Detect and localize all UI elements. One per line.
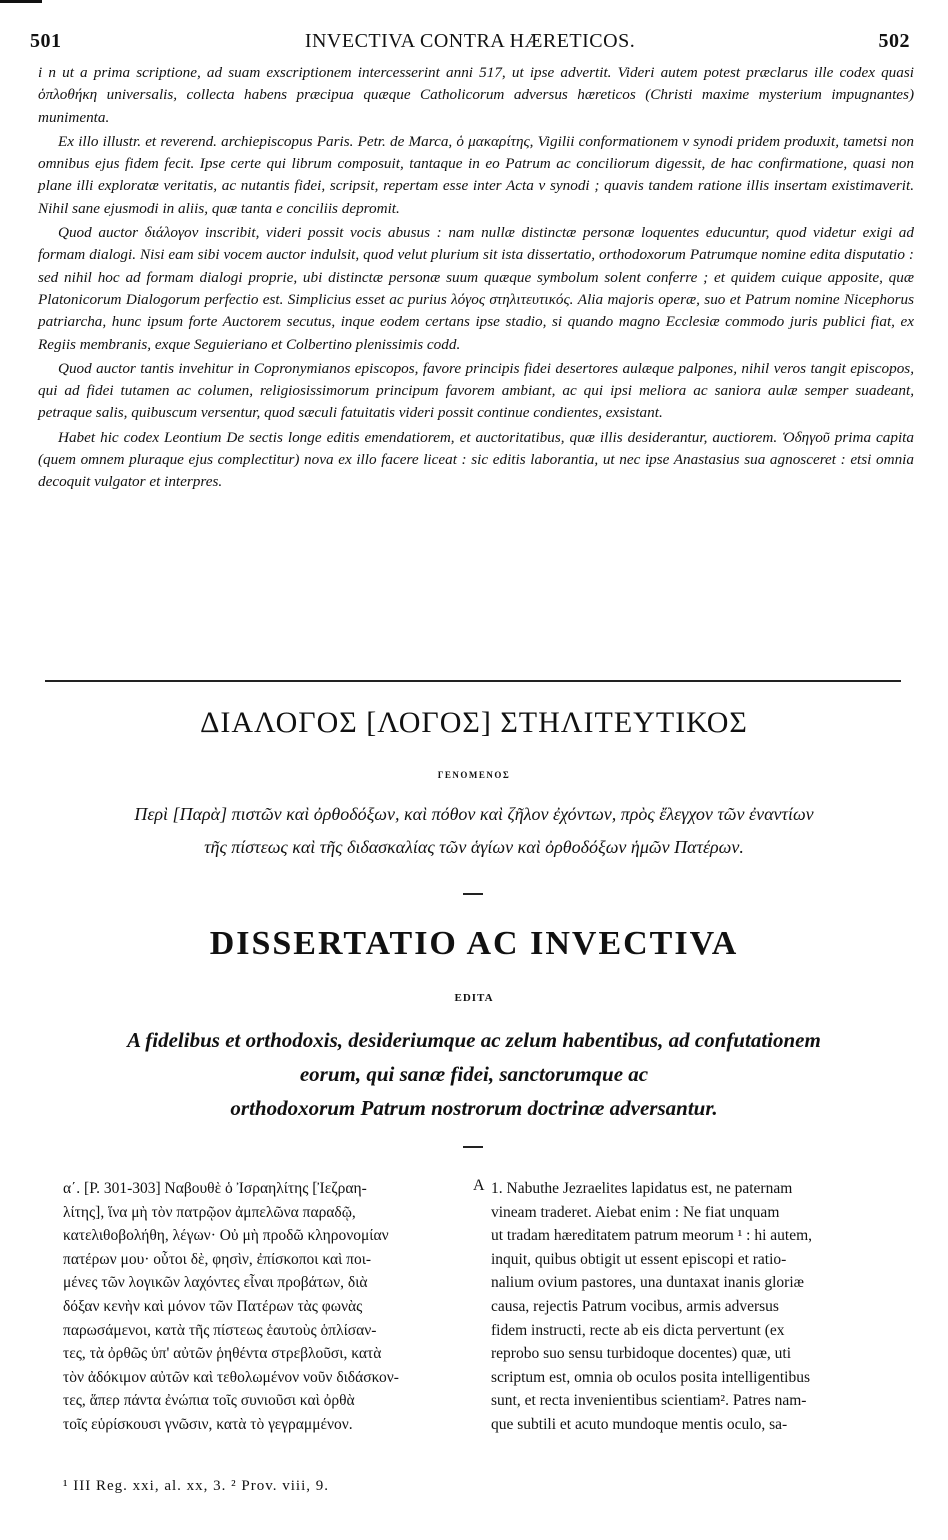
latin-line: inquit, quibus obtigit ut essent episcopi et ratio- — [491, 1250, 787, 1268]
greek-line: τες, τὰ ὀρθῶς ὑπ' αὐτῶν ῥηθέντα στρεβλοῦσι, κατὰ — [63, 1345, 382, 1363]
latin-line: sunt, et recta invenientibus scientiam². Patres nam- — [491, 1392, 807, 1410]
latin-line: causa, rejectis Patrum vocibus, armis adversus — [491, 1297, 779, 1315]
column-number-left: 501 — [30, 30, 62, 52]
title-dash — [463, 1146, 483, 1148]
latin-line: reprobo suo sensu turbidoque docentes) quæ, uti — [491, 1345, 792, 1363]
title-dash — [463, 893, 483, 895]
latin-line: vineam traderet. Aiebat enim : Ne fiat unquam — [491, 1203, 780, 1221]
running-header — [30, 30, 910, 60]
header-title: INVECTIVA CONTRA HÆRETICOS. — [304, 30, 636, 52]
greek-title: ΔΙΑΛΟΓΟΣ [ΛΟΓΟΣ] ΣΤΗΛΙΤΕΥΤΙΚΟΣ — [200, 706, 748, 739]
greek-description — [40, 798, 908, 864]
latin-title: DISSERTATIO AC INVECTIVA — [209, 925, 739, 962]
intro-paragraph: Quod auctor tantis invehitur in Copronymianos episcopos, favore principis fidei desertores aulæque palpones, nihil veros tangit episcopos, qui ad fidei tutamen ac columen, religiosissimorum principum favorem ambiant, ac qui ipsi meliora ac saniora aulæ semper suadeant, petraque salis, quibuscum versentur, quod sæculi fatuitatis videri possit continue condientes, exsistant. — [38, 359, 914, 422]
greek-line: πατέρων μου· οὗτοι δὲ, φησὶν, ἐπίσκοποι καὶ ποι- — [63, 1250, 372, 1268]
intro-paragraph: Ex illo illustr. et reverend. archiepiscopus Paris. Petr. de Marca, ὁ μακαρίτης, Vigilii conformationem v synodi pridem produxit, tametsi non omnibus ejus fidem fecit. Ipse certe qui librum composuit, tantaque in eo Patrum ac conciliorum digessit, de hac confirmatione, quasi non plane illi exploratæ veritatis, ac nutantis fidei, scripsit, repertam esse inter Acta v synodi ; quavis tandem ratione illis insertam existimaverit. Nihil sane ejusmodi in aliis, quæ tanta e conciliis depromit. — [38, 132, 914, 217]
greek-description-line: τῆς πίστεως καὶ τῆς διδασκαλίας τῶν ἁγίων καὶ ὀρθοδόξων ἡμῶν Πατέρων. — [204, 837, 744, 857]
latin-description-line: eorum, qui sanæ fidei, sanctorumque ac — [299, 1062, 649, 1086]
section-divider — [45, 680, 901, 682]
intro-paragraph: Habet hic codex Leontium De sectis longe editis emendatiorem, et auctoritatibus, quæ illis desiderantur, auctiorem. Ὁδηγοῦ prima capita (quem omnem pluraque ejus complectitur) nova ex illo facere liceat : sic editis laborantia, ut nec ipse Anastasius sua agnosceret : etsi omnia decoquit vulgator et interpres. — [38, 428, 914, 491]
latin-line: nalium ovium pastores, una duntaxat inanis gloriæ — [491, 1274, 804, 1292]
latin-line: fidem instructi, recte ab eis dicta pervertunt (ex — [491, 1321, 785, 1339]
greek-line: τες, ἅπερ πάντα ἐνώπια τοῖς συνιοῦσι καὶ ὀρθὰ — [63, 1392, 355, 1410]
greek-column — [63, 1177, 463, 1437]
latin-line: 1. Nabuthe Jezraelites lapidatus est, ne paternam — [491, 1180, 793, 1197]
greek-line: α΄. [P. 301-303] Ναβουθὲ ὁ Ἰσραηλίτης [Ἰεζραη- — [63, 1180, 367, 1197]
greek-description-line: Περὶ [Παρὰ] πιστῶν καὶ ὀρθοδόξων, καὶ πόθον καὶ ζῆλον ἐχόντων, πρὸς ἔλεγχον τῶν ἐναντίων — [134, 804, 814, 824]
latin-line: ut tradam hæreditatem patrum meorum ¹ : hi autem, — [491, 1227, 813, 1245]
intro-paragraph: Quod auctor διάλογον inscribit, videri possit vocis abusus : nam nullæ distinctæ personæ loquentes educuntur, quod videtur exigi ad formam dialogi. Nisi eam sibi vocem auctor indulsit, quod velut plurium sit ista dissertatio, orthodoxorum Patrumque nomine edita disputatio : sed nihil hoc ad formam dialogi proprie, ubi distinctæ personæ suum quæque symbolum solent conferre ; et quidem cuique apposite, quæ Platonicorum Dialogorum perfectio est. Simplicius esset ac purius λόγος στηλιτευτικός. Alia majoris operæ, suo et Patrum nomine Nicephorus patriarcha, hunc ipsum forte Auctorem secutus, inque eodem certans ipse stadio, si quando magno Ecclesiæ commodo juris publici fiat, ex Regiis membranis, exque Seguieriano et Colbertino plenissimis codd. — [38, 224, 914, 353]
greek-line: λίτης], ἵνα μὴ τὸν πατρῷον ἀμπελῶνα παραδῷ, — [63, 1203, 356, 1221]
intro-paragraph: i n ut a prima scriptione, ad suam exscriptionem intercesserint anni 517, ut ipse advertit. Videri autem potest præclarus ille codex quasi ὁπλοθήκη universalis, collecta habens præcipua quæque Catholicorum adversus hæreticos (Christi maxime mysterium impugnantes) munimenta. — [38, 64, 914, 126]
latin-column — [491, 1177, 918, 1437]
latin-line: que subtili et acuto mundoque mentis oculo, sa- — [491, 1415, 788, 1433]
latin-description — [60, 1023, 888, 1125]
greek-line: μένες τῶν λογικῶν λαχόντες εἶναι προβάτων, διὰ — [63, 1274, 368, 1292]
intro-notes — [38, 62, 914, 494]
greek-line: τοῖς εὑρίσκουσι γνῶσιν, κατὰ τὸ γεγραμμένον. — [63, 1415, 353, 1433]
footnotes: ¹ III Reg. xxi, al. xx, 3. ² Prov. viii, 9. — [63, 1478, 330, 1494]
section-marker: A — [473, 1177, 485, 1194]
latin-line: scriptum est, omnia ob oculos posita intelligentibus — [491, 1368, 811, 1386]
corner-rule — [0, 0, 42, 3]
parallel-text — [63, 1177, 918, 1467]
latin-description-line: A fidelibus et orthodoxis, desideriumque ac zelum habentibus, ad confutationem — [127, 1028, 821, 1052]
latin-subtitle: EDITA — [454, 992, 494, 1004]
greek-line: τὸν ἀδόκιμον αὐτῶν καὶ τεθολωμένον νοῦν διδάσκον- — [63, 1368, 399, 1386]
greek-line: κατελιθοβολήθη, λέγων· Οὐ μὴ προδῶ κληρονομίαν — [63, 1227, 389, 1245]
column-number-right: 502 — [878, 30, 910, 52]
greek-line: παρωσάμενοι, κατὰ τῆς πίστεως ἑαυτοὺς ὁπλίσαν- — [63, 1321, 377, 1339]
latin-description-line: orthodoxorum Patrum nostrorum doctrinæ adversantur. — [230, 1096, 718, 1120]
greek-line: δόξαν κενὴν καὶ μόνον τῶν Πατέρων τὰς φωνὰς — [63, 1297, 363, 1315]
greek-subtitle: ΓΕΝΟΜΕΝΟΣ — [437, 770, 511, 780]
